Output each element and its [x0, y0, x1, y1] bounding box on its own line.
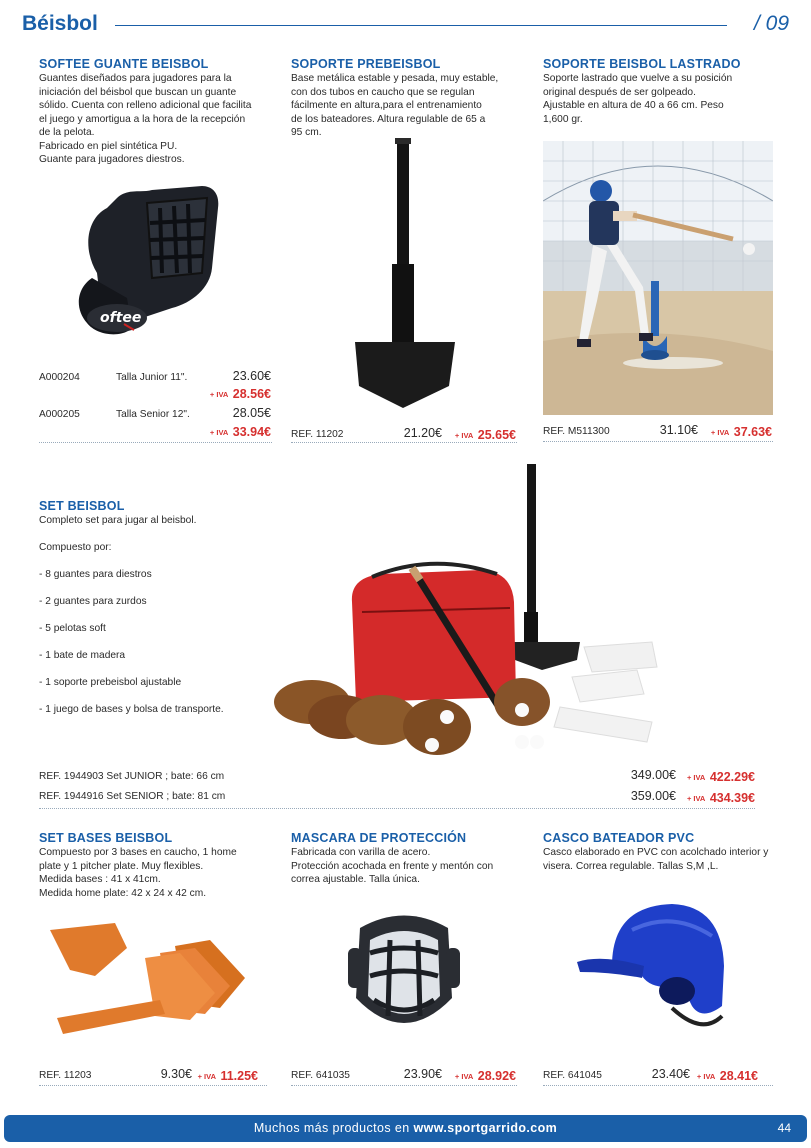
divider — [543, 1085, 773, 1086]
footer-bar — [4, 1115, 807, 1142]
desc-line: 95 cm. — [291, 127, 322, 138]
desc-line: Completo set para jugar al beisbol. — [39, 515, 197, 526]
desc-line: visera. Correa regulable. Tallas S,M ,L. — [543, 860, 719, 872]
desc-line: 1,600 gr. — [543, 113, 583, 125]
batting-tee-image — [345, 136, 465, 412]
price: 28.05€ — [232, 406, 271, 420]
desc-line — [39, 582, 279, 596]
product-title-guante: SOFTEE GUANTE BEISBOL — [39, 57, 209, 71]
divider — [39, 1085, 267, 1086]
desc-line — [39, 528, 279, 542]
product-desc-guante — [39, 72, 279, 167]
price-with-iva: + IVA 33.94€ — [209, 425, 271, 439]
glove-image — [62, 178, 242, 348]
product-desc-lastrado — [543, 72, 783, 126]
product-title-bases: SET BASES BEISBOL — [39, 831, 173, 845]
glove-logo: oftee — [100, 310, 142, 326]
price-with-iva: + IVA 25.65€ — [454, 428, 516, 442]
price: 349.00€ — [630, 768, 676, 782]
price: 23.90€ — [403, 1067, 442, 1081]
desc-line: - 5 pelotas soft — [39, 623, 106, 634]
product-title-soporte: SOPORTE PREBEISBOL — [291, 57, 441, 71]
ref-code: REF. M511300 — [543, 426, 610, 437]
desc-line: el juego y amortigua a la hora de la recepción — [39, 113, 246, 125]
divider — [39, 442, 272, 443]
desc-line: Compuesto por: — [39, 542, 112, 553]
desc-line: Compuesto por 3 bases en caucho, 1 home — [39, 847, 237, 858]
desc-line: Casco elaborado en PVC con acolchado interior y — [543, 847, 769, 858]
section-number: / 09 — [753, 12, 789, 35]
desc-line — [39, 555, 279, 569]
ref-code: REF. 641035 — [291, 1070, 350, 1081]
price-with-iva: + IVA 422.29€ — [686, 770, 755, 784]
price-with-iva: + IVA 434.39€ — [686, 791, 755, 805]
product-desc-soporte — [291, 72, 526, 140]
price-with-iva: + IVA 37.63€ — [710, 425, 772, 439]
batting-helmet-image — [572, 896, 732, 1044]
divider — [543, 441, 773, 442]
desc-line: - 1 juego de bases y bolsa de transporte. — [39, 704, 224, 715]
desc-line — [39, 663, 279, 677]
desc-line: Guante para jugadores diestros. — [39, 154, 185, 165]
desc-line: Base metálica estable y pesada, muy estable, — [291, 73, 499, 84]
desc-line: original después de ser golpeado. — [543, 86, 696, 98]
price: 23.60€ — [232, 369, 271, 383]
price: 23.40€ — [651, 1067, 690, 1081]
batter-photo — [543, 141, 773, 415]
footer-text — [4, 1121, 807, 1135]
section-title: Béisbol — [22, 12, 98, 35]
ref-code: A000205 — [39, 409, 80, 420]
price: 9.30€ — [160, 1067, 192, 1081]
desc-line: - 1 soporte prebeisbol ajustable — [39, 677, 182, 688]
desc-line: - 2 guantes para zurdos — [39, 596, 147, 607]
desc-line: sólido. Cuenta con relleno adicional que facilita — [39, 100, 252, 111]
desc-line: Guantes diseñados para jugadores para la — [39, 73, 232, 84]
page-number: 44 — [777, 1121, 791, 1135]
ref-code: REF. 1944903 Set JUNIOR ; bate: 66 cm — [39, 771, 225, 782]
desc-line: Fabricado en piel sintética PU. — [39, 140, 178, 152]
desc-line — [39, 609, 279, 623]
product-desc-mascara — [291, 846, 531, 887]
divider — [291, 1085, 517, 1086]
price: 359.00€ — [630, 789, 676, 803]
product-title-mascara: MASCARA DE PROTECCIÓN — [291, 831, 467, 845]
ref-code: REF. 1944916 Set SENIOR ; bate: 81 cm — [39, 791, 226, 802]
desc-line: Soporte lastrado que vuelve a su posición — [543, 73, 733, 84]
desc-line: - 8 guantes para diestros — [39, 569, 152, 580]
ref-code: REF. 641045 — [543, 1070, 602, 1081]
product-title-lastrado: SOPORTE BEISBOL LASTRADO — [543, 57, 741, 71]
desc-line: de la pelota. — [39, 127, 95, 138]
desc-line: Medida home plate: 42 x 24 x 42 cm. — [39, 887, 207, 899]
price: 31.10€ — [659, 423, 698, 437]
desc-line: - 1 bate de madera — [39, 650, 126, 661]
footer-prefix: Muchos más productos en — [253, 1121, 410, 1135]
bases-image — [45, 918, 257, 1043]
desc-line — [39, 636, 279, 650]
desc-line: de los bateadores. Altura regulable de 65 a — [291, 113, 486, 125]
header-rule — [115, 25, 727, 26]
desc-line: iniciación del béisbol que buscan un guante — [39, 86, 237, 98]
desc-line: Medida bases : 41 x 41cm. — [39, 874, 161, 885]
desc-line: plate y 1 pitcher plate. Muy flexibles. — [39, 860, 204, 872]
price-with-iva: + IVA 28.41€ — [696, 1069, 758, 1083]
divider — [291, 442, 517, 443]
baseball-set-image — [272, 462, 662, 772]
desc-line: correa ajustable. Talla única. — [291, 874, 420, 885]
price-with-iva: + IVA 28.56€ — [209, 387, 271, 401]
divider — [39, 808, 755, 809]
product-title-casco: CASCO BATEADOR PVC — [543, 831, 695, 845]
product-desc-set — [39, 514, 279, 717]
price-with-iva: + IVA 28.92€ — [454, 1069, 516, 1083]
product-desc-bases — [39, 846, 279, 900]
product-desc-casco — [543, 846, 798, 873]
ref-code: REF. 11202 — [291, 429, 344, 440]
ref-code: REF. 11203 — [39, 1070, 92, 1081]
desc-line: fácilmente en altura,para el entrenamiento — [291, 100, 482, 111]
footer-url[interactable]: www.sportgarrido.com — [413, 1121, 558, 1135]
desc-line: Protección acochada en frente y mentón con — [291, 860, 494, 872]
desc-line: con dos tubos en caucho que se regulan — [291, 86, 475, 98]
price-with-iva: + IVA 11.25€ — [197, 1069, 258, 1083]
desc-line: Fabricada con varilla de acero. — [291, 847, 431, 858]
catcher-mask-image — [340, 908, 468, 1046]
desc-line: Ajustable en altura de 40 a 66 cm. Peso — [543, 100, 724, 111]
ref-code: A000204 — [39, 372, 80, 383]
product-title-set: SET BEISBOL — [39, 499, 125, 513]
size-label: Talla Senior 12". — [116, 409, 190, 420]
desc-line — [39, 690, 279, 704]
price: 21.20€ — [403, 426, 442, 440]
size-label: Talla Junior 11". — [116, 372, 188, 383]
